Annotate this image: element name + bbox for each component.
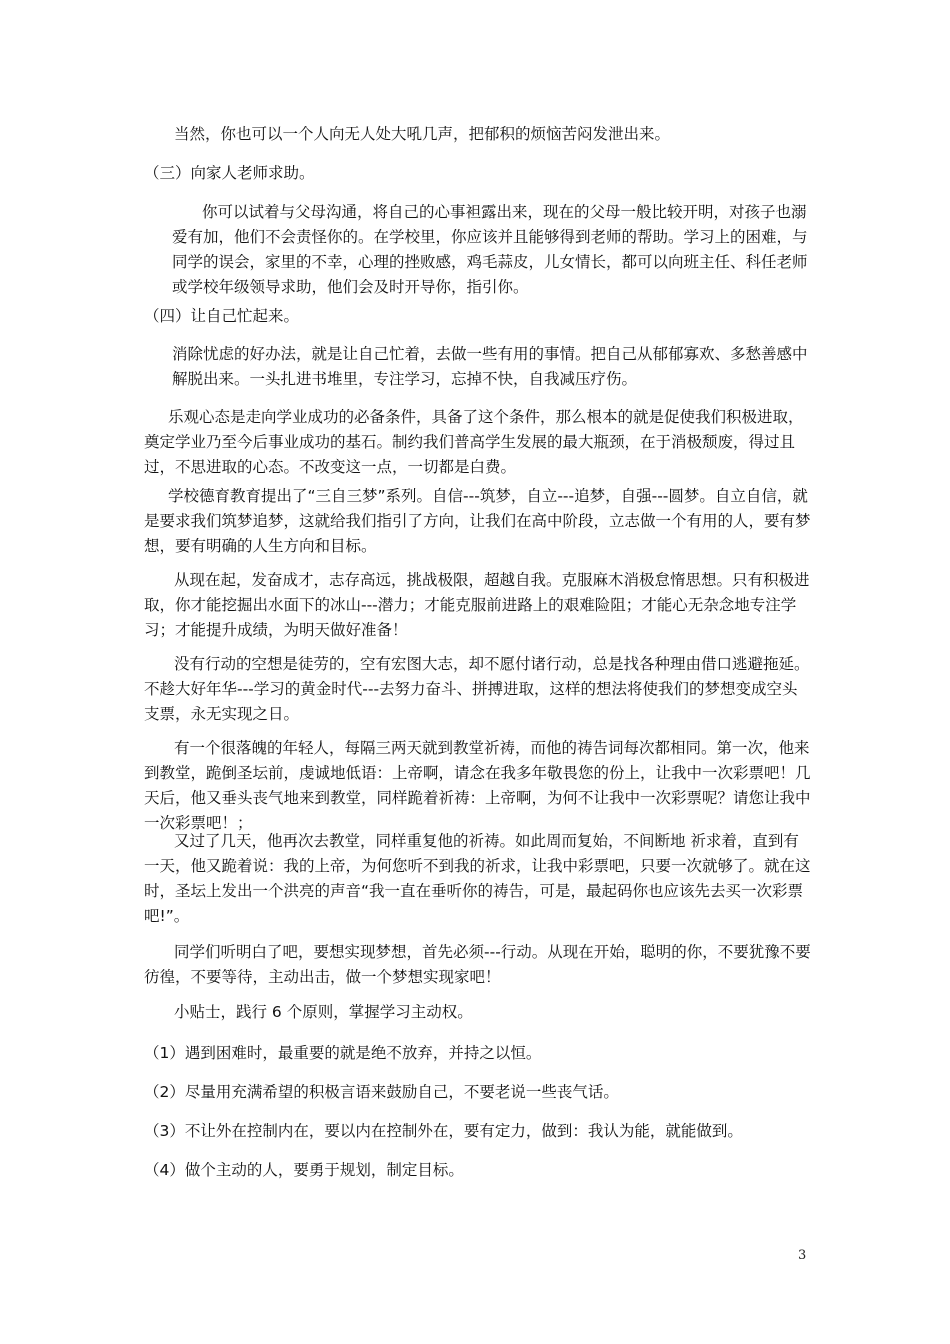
page-number: 3 [798,1248,807,1263]
principle-4: （4）做个主动的人，要勇于规划，制定目标。 [144,1161,464,1179]
paragraph-take-action: 同学们听明白了吧，要想实现梦想，首先必须---行动。从现在开始，聪明的你，不要犹豫不要彷徨，不要等待，主动出击，做一个梦想实现家吧！ [144,943,811,986]
heading-keep-busy: （四）让自己忙起来。 [144,307,300,325]
paragraph-eliminate-worry: 消除忧虑的好办法，就是让自己忙着，去做一些有用的事情。把自己从郁郁寡欢、多愁善感中解脱出来。一头扎进书堆里，专注学习，忘掉不快，自我减压疗伤。 [172,345,808,388]
paragraph-family-teachers: 你可以试着与父母沟通，将自己的心事袒露出来，现在的父母一般比较开明，对孩子也溺爱有加，他们不会责怪你的。在学校里，你应该并且能够得到老师的帮助。学习上的困难，与同学的误会，家里的不幸，心理的挫败感，鸡毛蒜皮，儿女情长，都可以向班主任、科任老师或学校年级领导求助，他们会及时开导你，指引你。 [172,203,808,296]
paragraph-three-dreams: 学校德育教育提出了“三自三梦”系列。自信---筑梦，自立---追梦，自强---圆梦。自立自信，就是要求我们筑梦追梦，这就给我们指引了方向，让我们在高中阶段，立志做一个有用的人，要有梦想，要有明确的人生方向和目标。 [144,487,811,555]
principle-3: （3）不让外在控制内在，要以内在控制外在，要有定力，做到：我认为能，就能做到。 [144,1122,743,1140]
paragraph-tips: 小贴士，践行 6 个原则，掌握学习主动权。 [174,1003,473,1021]
paragraph-from-now-on: 从现在起，发奋成才，志存高远，挑战极限，超越自我。克服麻木消极怠惰思想。只有积极进取，你才能挖掘出水面下的冰山---潜力；才能克服前进路上的艰难险阻；才能心无杂念地专注学习；才能提升成绩，为明天做好准备！ [144,571,810,639]
paragraph-young-man-story: 有一个很落魄的年轻人，每隔三两天就到教堂祈祷，而他的祷告词每次都相同。第一次，他来到教堂，跪倒圣坛前，虔诚地低语：上帝啊，请念在我多年敬畏您的份上，让我中一次彩票吧！几天后，他又垂头丧气地来到教堂，同样跪着祈祷：上帝啊，为何不让我中一次彩票呢？请您让我中一次彩票吧！； [144,739,811,832]
paragraph-optimism: 乐观心态是走向学业成功的必备条件，具备了这个条件，那么根本的就是促使我们积极进取，奠定学业乃至今后事业成功的基石。制约我们普高学生发展的最大瓶颈，在于消极颓废，得过且过，不思进取的心态。不改变这一点，一切都是白费。 [144,408,804,476]
principle-2: （2）尽量用充满希望的积极言语来鼓励自己，不要老说一些丧气话。 [144,1083,619,1101]
principle-1: （1）遇到困难时，最重要的就是绝不放弃，并持之以恒。 [144,1044,542,1062]
paragraph-lottery-story: 又过了几天，他再次去教堂，同样重复他的祈祷。如此周而复始，不间断地 祈求着，直到有一天，他又跪着说：我的上帝，为何您听不到我的祈求，让我中彩票吧，只要一次就够了。就在这时，圣坛上发出一个洪亮的声音“我一直在垂听你的祷告，可是，最起码你也应该先去买一次彩票吧!”。 [144,832,811,925]
heading-seek-help: （三）向家人老师求助。 [144,164,315,182]
paragraph-no-action: 没有行动的空想是徒劳的，空有宏图大志，却不愿付诸行动，总是找各种理由借口逃避拖延。不趁大好年华---学习的黄金时代---去努力奋斗、拼搏进取，这样的想法将使我们的梦想变成空头支票，永无实现之日。 [144,655,810,723]
paragraph-shout: 当然，你也可以一个人向无人处大吼几声，把郁积的烦恼苦闷发泄出来。 [174,125,671,143]
